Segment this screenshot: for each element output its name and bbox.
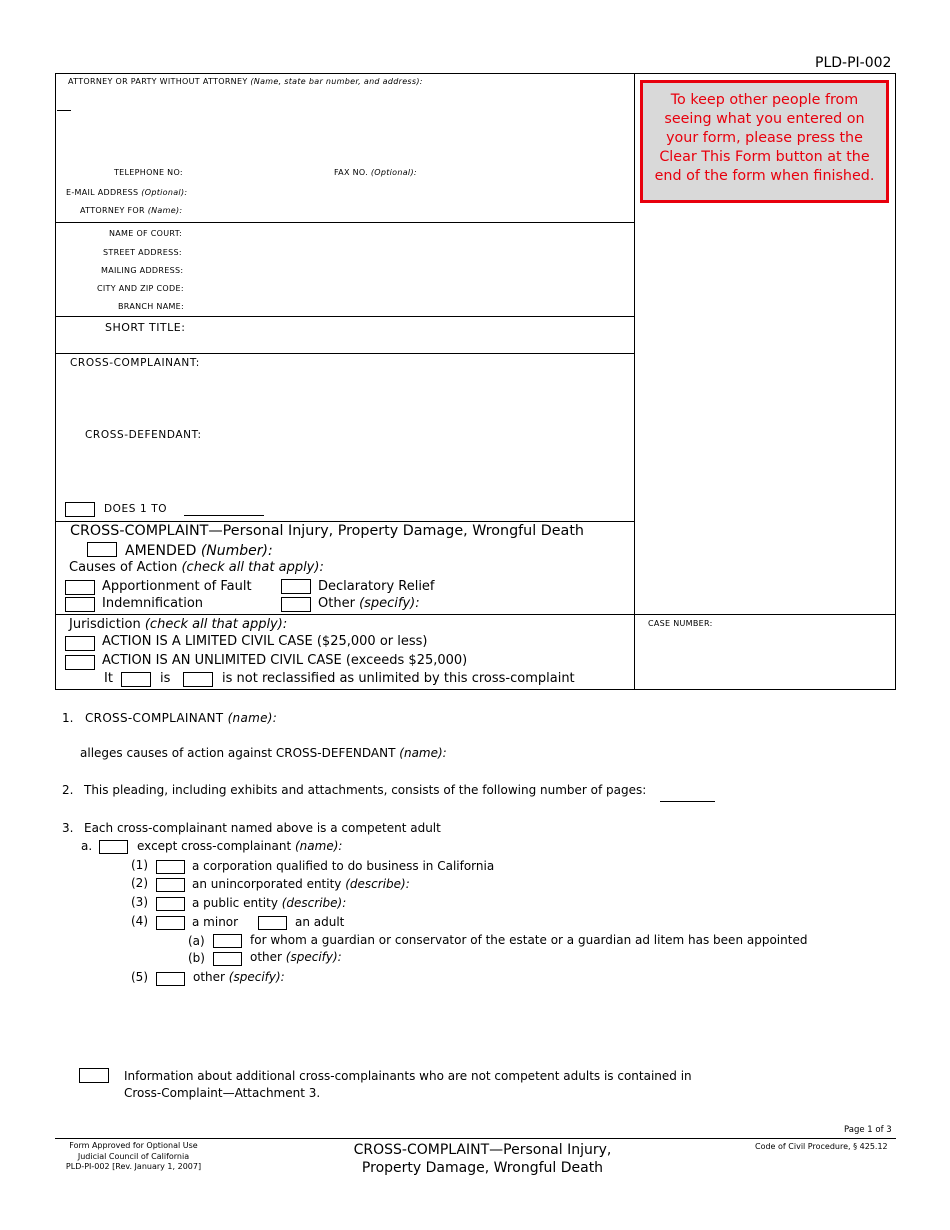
public-entity-label: a public entity (describe): xyxy=(192,896,347,910)
caption-divider xyxy=(634,73,635,690)
attachment3-text-1: Information about additional cross-complainants who are not competent adults is contained in xyxy=(124,1069,692,1083)
amended-label: AMENDED (Number): xyxy=(125,543,273,559)
page-count-field[interactable] xyxy=(660,801,715,802)
form-title: CROSS-COMPLAINT—Personal Injury, Property Damage, Wrongful Death xyxy=(70,523,584,539)
divider xyxy=(55,316,634,317)
revision-line: PLD-PI-002 [Rev. January 1, 2007] xyxy=(65,1162,202,1171)
short-title-label: SHORT TITLE: xyxy=(105,321,186,334)
jurisdiction-label: Jurisdiction (check all that apply): xyxy=(69,617,288,632)
causes-label: Causes of Action (check all that apply): xyxy=(69,560,324,575)
code-reference: Code of Civil Procedure, § 425.12 xyxy=(755,1142,888,1151)
other-label: other (specify): xyxy=(193,970,285,984)
reclass-is-checkbox[interactable] xyxy=(121,672,151,687)
guardian-label: for whom a guardian or conservator of the estate or a guardian ad litem has been appointed xyxy=(250,933,808,947)
item1-number: 1. xyxy=(62,711,74,725)
cross-defendant-label: CROSS-DEFENDANT: xyxy=(85,429,202,441)
opt3-number: (3) xyxy=(131,895,148,909)
item3-number: 3. xyxy=(62,821,74,835)
opt4b-letter: (b) xyxy=(188,951,205,965)
opt5-number: (5) xyxy=(131,970,148,984)
divider xyxy=(55,614,896,615)
item2-text: This pleading, including exhibits and attachments, consists of the following number of pages: xyxy=(84,783,647,797)
footer-title-line1: CROSS-COMPLAINT—Personal Injury, xyxy=(353,1142,612,1158)
unincorporated-checkbox[interactable] xyxy=(156,878,185,892)
limited-label: ACTION IS A LIMITED CIVIL CASE ($25,000 or less) xyxy=(102,634,428,649)
indemnification-label: Indemnification xyxy=(102,596,204,611)
attachment3-checkbox[interactable] xyxy=(79,1068,109,1083)
attorney-header: ATTORNEY OR PARTY WITHOUT ATTORNEY (Name, state bar number, and address): xyxy=(68,77,423,86)
attachment3-text-2: Cross-Complaint—Attachment 3. xyxy=(124,1086,321,1100)
telephone-label: TELEPHONE NO: xyxy=(114,168,183,177)
unlimited-checkbox[interactable] xyxy=(65,655,95,670)
declaratory-label: Declaratory Relief xyxy=(318,579,435,594)
limited-checkbox[interactable] xyxy=(65,636,95,651)
opt4a-letter: (a) xyxy=(188,934,205,948)
other-cause-checkbox[interactable] xyxy=(281,597,311,612)
other-minor-checkbox[interactable] xyxy=(213,952,242,966)
is-label: is xyxy=(160,671,171,686)
indemnification-checkbox[interactable] xyxy=(65,597,95,612)
corporation-checkbox[interactable] xyxy=(156,860,185,874)
form-approval xyxy=(56,1141,211,1173)
page-indicator: Page 1 of 3 xyxy=(844,1125,892,1135)
adult-label: an adult xyxy=(295,915,345,929)
reclass-label: is not reclassified as unlimited by this cross-complaint xyxy=(222,671,575,686)
opt2-number: (2) xyxy=(131,876,148,890)
email-label: E-MAIL ADDRESS (Optional): xyxy=(66,188,188,197)
except-checkbox[interactable] xyxy=(99,840,128,854)
guardian-checkbox[interactable] xyxy=(213,934,242,948)
adult-checkbox[interactable] xyxy=(258,916,287,930)
cross-complainant-label: CROSS-COMPLAINANT: xyxy=(70,357,200,369)
apportionment-label: Apportionment of Fault xyxy=(102,579,252,594)
fax-label: FAX NO. (Optional): xyxy=(334,168,417,177)
other-minor-label: other (specify): xyxy=(250,950,342,964)
court-name-label: NAME OF COURT: xyxy=(109,229,183,238)
other-cause-label: Other (specify): xyxy=(318,596,420,611)
council-line: Judicial Council of California xyxy=(77,1151,190,1161)
reclass-is-not-checkbox[interactable] xyxy=(183,672,213,687)
city-zip-label: CITY AND ZIP CODE: xyxy=(97,284,184,293)
approved-line: Form Approved for Optional Use xyxy=(69,1141,198,1150)
item1-label: CROSS-COMPLAINANT (name): xyxy=(85,711,278,725)
apportionment-checkbox[interactable] xyxy=(65,580,95,595)
footer-divider xyxy=(55,1138,896,1139)
except-label: except cross-complainant (name): xyxy=(137,839,343,853)
it-label: It xyxy=(104,671,113,686)
case-number-label: CASE NUMBER: xyxy=(648,619,713,628)
does-label: DOES 1 TO xyxy=(104,503,168,515)
public-entity-checkbox[interactable] xyxy=(156,897,185,911)
does-number-field[interactable] xyxy=(184,515,264,516)
item1-alleges: alleges causes of action against CROSS-DEFENDANT (name): xyxy=(80,746,447,760)
minor-label: a minor xyxy=(192,915,239,929)
divider xyxy=(55,222,634,223)
declaratory-checkbox[interactable] xyxy=(281,579,311,594)
attorney-field-marker xyxy=(57,110,71,111)
unlimited-label: ACTION IS AN UNLIMITED CIVIL CASE (exceeds $25,000) xyxy=(102,653,468,668)
opt1-number: (1) xyxy=(131,858,148,872)
footer-title xyxy=(300,1141,665,1177)
item3-text: Each cross-complainant named above is a competent adult xyxy=(84,821,441,835)
street-address-label: STREET ADDRESS: xyxy=(103,248,182,257)
branch-name-label: BRANCH NAME: xyxy=(118,302,185,311)
mailing-address-label: MAILING ADDRESS: xyxy=(101,266,184,275)
amended-checkbox[interactable] xyxy=(87,542,117,557)
item2-number: 2. xyxy=(62,783,74,797)
privacy-notice: To keep other people from seeing what you entered on your form, please press the Clear This Form button at the end of the form when finished. xyxy=(640,80,889,203)
divider xyxy=(55,521,634,522)
corporation-label: a corporation qualified to do business in California xyxy=(192,859,495,873)
other-checkbox[interactable] xyxy=(156,972,185,986)
divider xyxy=(55,353,634,354)
item3a-letter: a. xyxy=(81,839,93,853)
footer-title-line2: Property Damage, Wrongful Death xyxy=(361,1160,604,1176)
minor-checkbox[interactable] xyxy=(156,916,185,930)
does-checkbox[interactable] xyxy=(65,502,95,517)
opt4-number: (4) xyxy=(131,914,148,928)
form-number: PLD-PI-002 xyxy=(815,55,892,71)
attorney-for-label: ATTORNEY FOR (Name): xyxy=(80,206,183,215)
unincorporated-label: an unincorporated entity (describe): xyxy=(192,877,410,891)
